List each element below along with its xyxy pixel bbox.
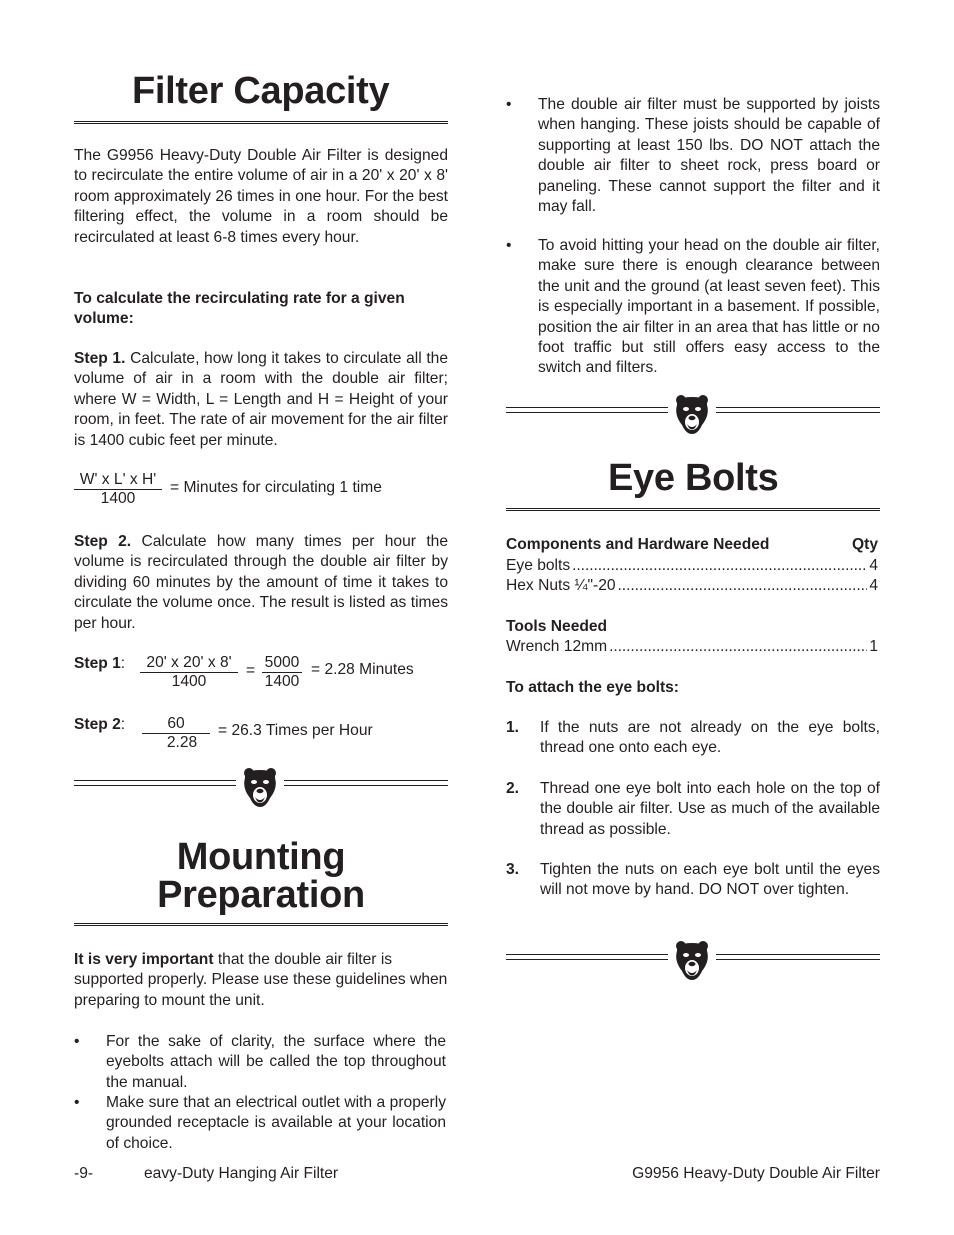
formula1-fraction: [74, 471, 162, 508]
list-item: [74, 1032, 446, 1094]
example2-denominator: 2.28: [166, 734, 198, 751]
page-footer: [74, 1164, 880, 1186]
divider-line-right: [716, 407, 880, 413]
attach-heading: To attach the eye bolts:: [506, 679, 680, 696]
divider-line-right: [716, 954, 880, 960]
title-rule: [74, 923, 448, 926]
qty-heading: Qty: [852, 536, 878, 553]
example2-numerator: 60: [142, 715, 210, 734]
divider-line-left: [506, 407, 668, 413]
filter-capacity-title: Filter Capacity: [132, 70, 390, 112]
example1-denominator-a: 1400: [171, 673, 207, 690]
example1-result: = 2.28 Minutes: [311, 661, 414, 678]
leader-dots: [618, 576, 868, 596]
list-item: [506, 95, 880, 225]
example1-numerator-a: 20' x 20' x 8': [140, 654, 238, 673]
mounting-title-line2: Preparation: [157, 874, 365, 916]
step-item: [506, 860, 880, 922]
list-item-text: For the sake of clarity, the surface where the eyebolts attach will be called the top throughout the manual.: [106, 1033, 446, 1091]
bear-logo-icon: [242, 766, 278, 808]
tools-heading: Tools Needed: [506, 618, 608, 635]
divider-line-left: [506, 954, 668, 960]
components-header: [506, 535, 878, 555]
list-item: [506, 637, 878, 657]
step2-label: Step 2.: [74, 533, 132, 550]
example1-denominator-b: 1400: [264, 673, 300, 690]
component-name: Hex Nuts ¼"-20: [506, 577, 616, 594]
example1-numerator-b: 5000: [262, 654, 302, 673]
tool-name: Wrench 12mm: [506, 638, 608, 655]
step-item: [506, 718, 880, 760]
page-number: -9-: [74, 1165, 94, 1182]
components-heading: Components and Hardware Needed: [506, 536, 770, 553]
step1-paragraph: [74, 349, 448, 451]
step1-text: Calculate, how long it takes to circulate all the volume of air in a room with the double air filter; where W = Width, L = Length and H = Height of your room, in feet. The rate of air movement for the air filter is 1400 cubic feet per minute.: [74, 350, 448, 449]
mounting-title: [74, 838, 448, 914]
mounting-intro-rest: that the double air filter is supported properly. Please use these guidelines when preparing to mount the unit.: [74, 951, 448, 1009]
title-rule: [74, 121, 448, 124]
bear-logo-icon: [674, 393, 710, 435]
component-qty: 4: [869, 557, 878, 574]
formula1-numerator: W' x L' x H': [74, 471, 162, 490]
filter-capacity-intro: The G9956 Heavy-Duty Double Air Filter is designed to recirculate the entire volume of air in a 20' x 20' x 8' room approximately 26 times in one hour. For the best filtering effect, the volume in a room should be recirculated at least 6-8 times every hour.: [74, 147, 448, 246]
footer-right-title: G9956 Heavy-Duty Double Air Filter: [632, 1165, 880, 1182]
list-item-text: To avoid hitting your head on the double air filter, make sure there is enough clearance between the unit and the ground (at least seven feet). This is especially important in a basement. If possible, position the air filter in an area that has little or no foot traffic but still offers easy access to the switch and filters.: [538, 237, 880, 377]
list-item: [506, 236, 880, 386]
step-number: 3.: [506, 861, 520, 878]
list-item-text: Make sure that an electrical outlet with a properly grounded receptacle is available at your location of choice.: [106, 1094, 446, 1152]
list-item: [74, 1093, 446, 1155]
example2-result: = 26.3 Times per Hour: [218, 722, 373, 739]
mounting-title-line1: Mounting: [176, 836, 346, 878]
step1-label: Step 1.: [74, 350, 126, 367]
example2-label-wrap: Step 2:: [74, 716, 126, 733]
example1-label: Step 1: [74, 655, 121, 672]
tool-qty: 1: [869, 638, 878, 655]
bear-logo-icon: [674, 939, 710, 981]
example2-label: Step 2: [74, 716, 121, 733]
bullet-marker: •: [506, 237, 512, 254]
step-number: 1.: [506, 719, 520, 736]
calc-heading: To calculate the recirculating rate for a given volume:: [74, 290, 405, 328]
example1-fraction-a: [140, 654, 238, 691]
list-item: [506, 556, 878, 576]
title-rule: [506, 508, 880, 511]
list-item-text: The double air filter must be supported by joists when hanging. These joists should be capable of supporting at least 150 lbs. DO NOT attach the double air filter to sheet rock, press board or paneling. These cannot support the filter and it may fall.: [538, 96, 880, 216]
leader-dots: [572, 556, 867, 576]
example1-equals: =: [246, 662, 256, 679]
bullet-marker: •: [74, 1033, 80, 1050]
bullet-marker: •: [74, 1094, 80, 1111]
step-text: Tighten the nuts on each eye bolt until the eyes will not move by hand. DO NOT over tighten.: [540, 861, 880, 899]
component-name: Eye bolts: [506, 557, 571, 574]
list-item: [506, 576, 878, 596]
footer-left-title: eavy-Duty Hanging Air Filter: [144, 1165, 339, 1182]
divider-line-right: [284, 780, 448, 786]
step-text: Thread one eye bolt into each hole on the top of the double air filter. Use as much of the available thread as possible.: [540, 780, 880, 838]
bullet-marker: •: [506, 96, 512, 113]
step-number: 2.: [506, 780, 520, 797]
divider-line-left: [74, 780, 236, 786]
step2-text: Calculate how many times per hour the volume is recirculated through the double air filter by dividing 60 minutes by the amount of time it takes to circulate the volume once. The result is listed as times per hour.: [74, 533, 448, 632]
leader-dots: [609, 637, 867, 657]
step2-paragraph: [74, 532, 448, 634]
mounting-intro-bold: It is very important: [74, 951, 214, 968]
mounting-intro: [74, 950, 448, 1011]
example1-label-wrap: Step 1:: [74, 655, 126, 672]
example2-fraction: [142, 715, 210, 752]
example1-fraction-b: [262, 654, 302, 691]
component-qty: 4: [869, 577, 878, 594]
formula1-result: = Minutes for circulating 1 time: [170, 479, 382, 496]
step-item: [506, 779, 880, 841]
formula1-denominator: 1400: [100, 490, 136, 507]
step-text: If the nuts are not already on the eye bolts, thread one onto each eye.: [540, 719, 880, 757]
eye-bolts-title: Eye Bolts: [608, 457, 779, 499]
